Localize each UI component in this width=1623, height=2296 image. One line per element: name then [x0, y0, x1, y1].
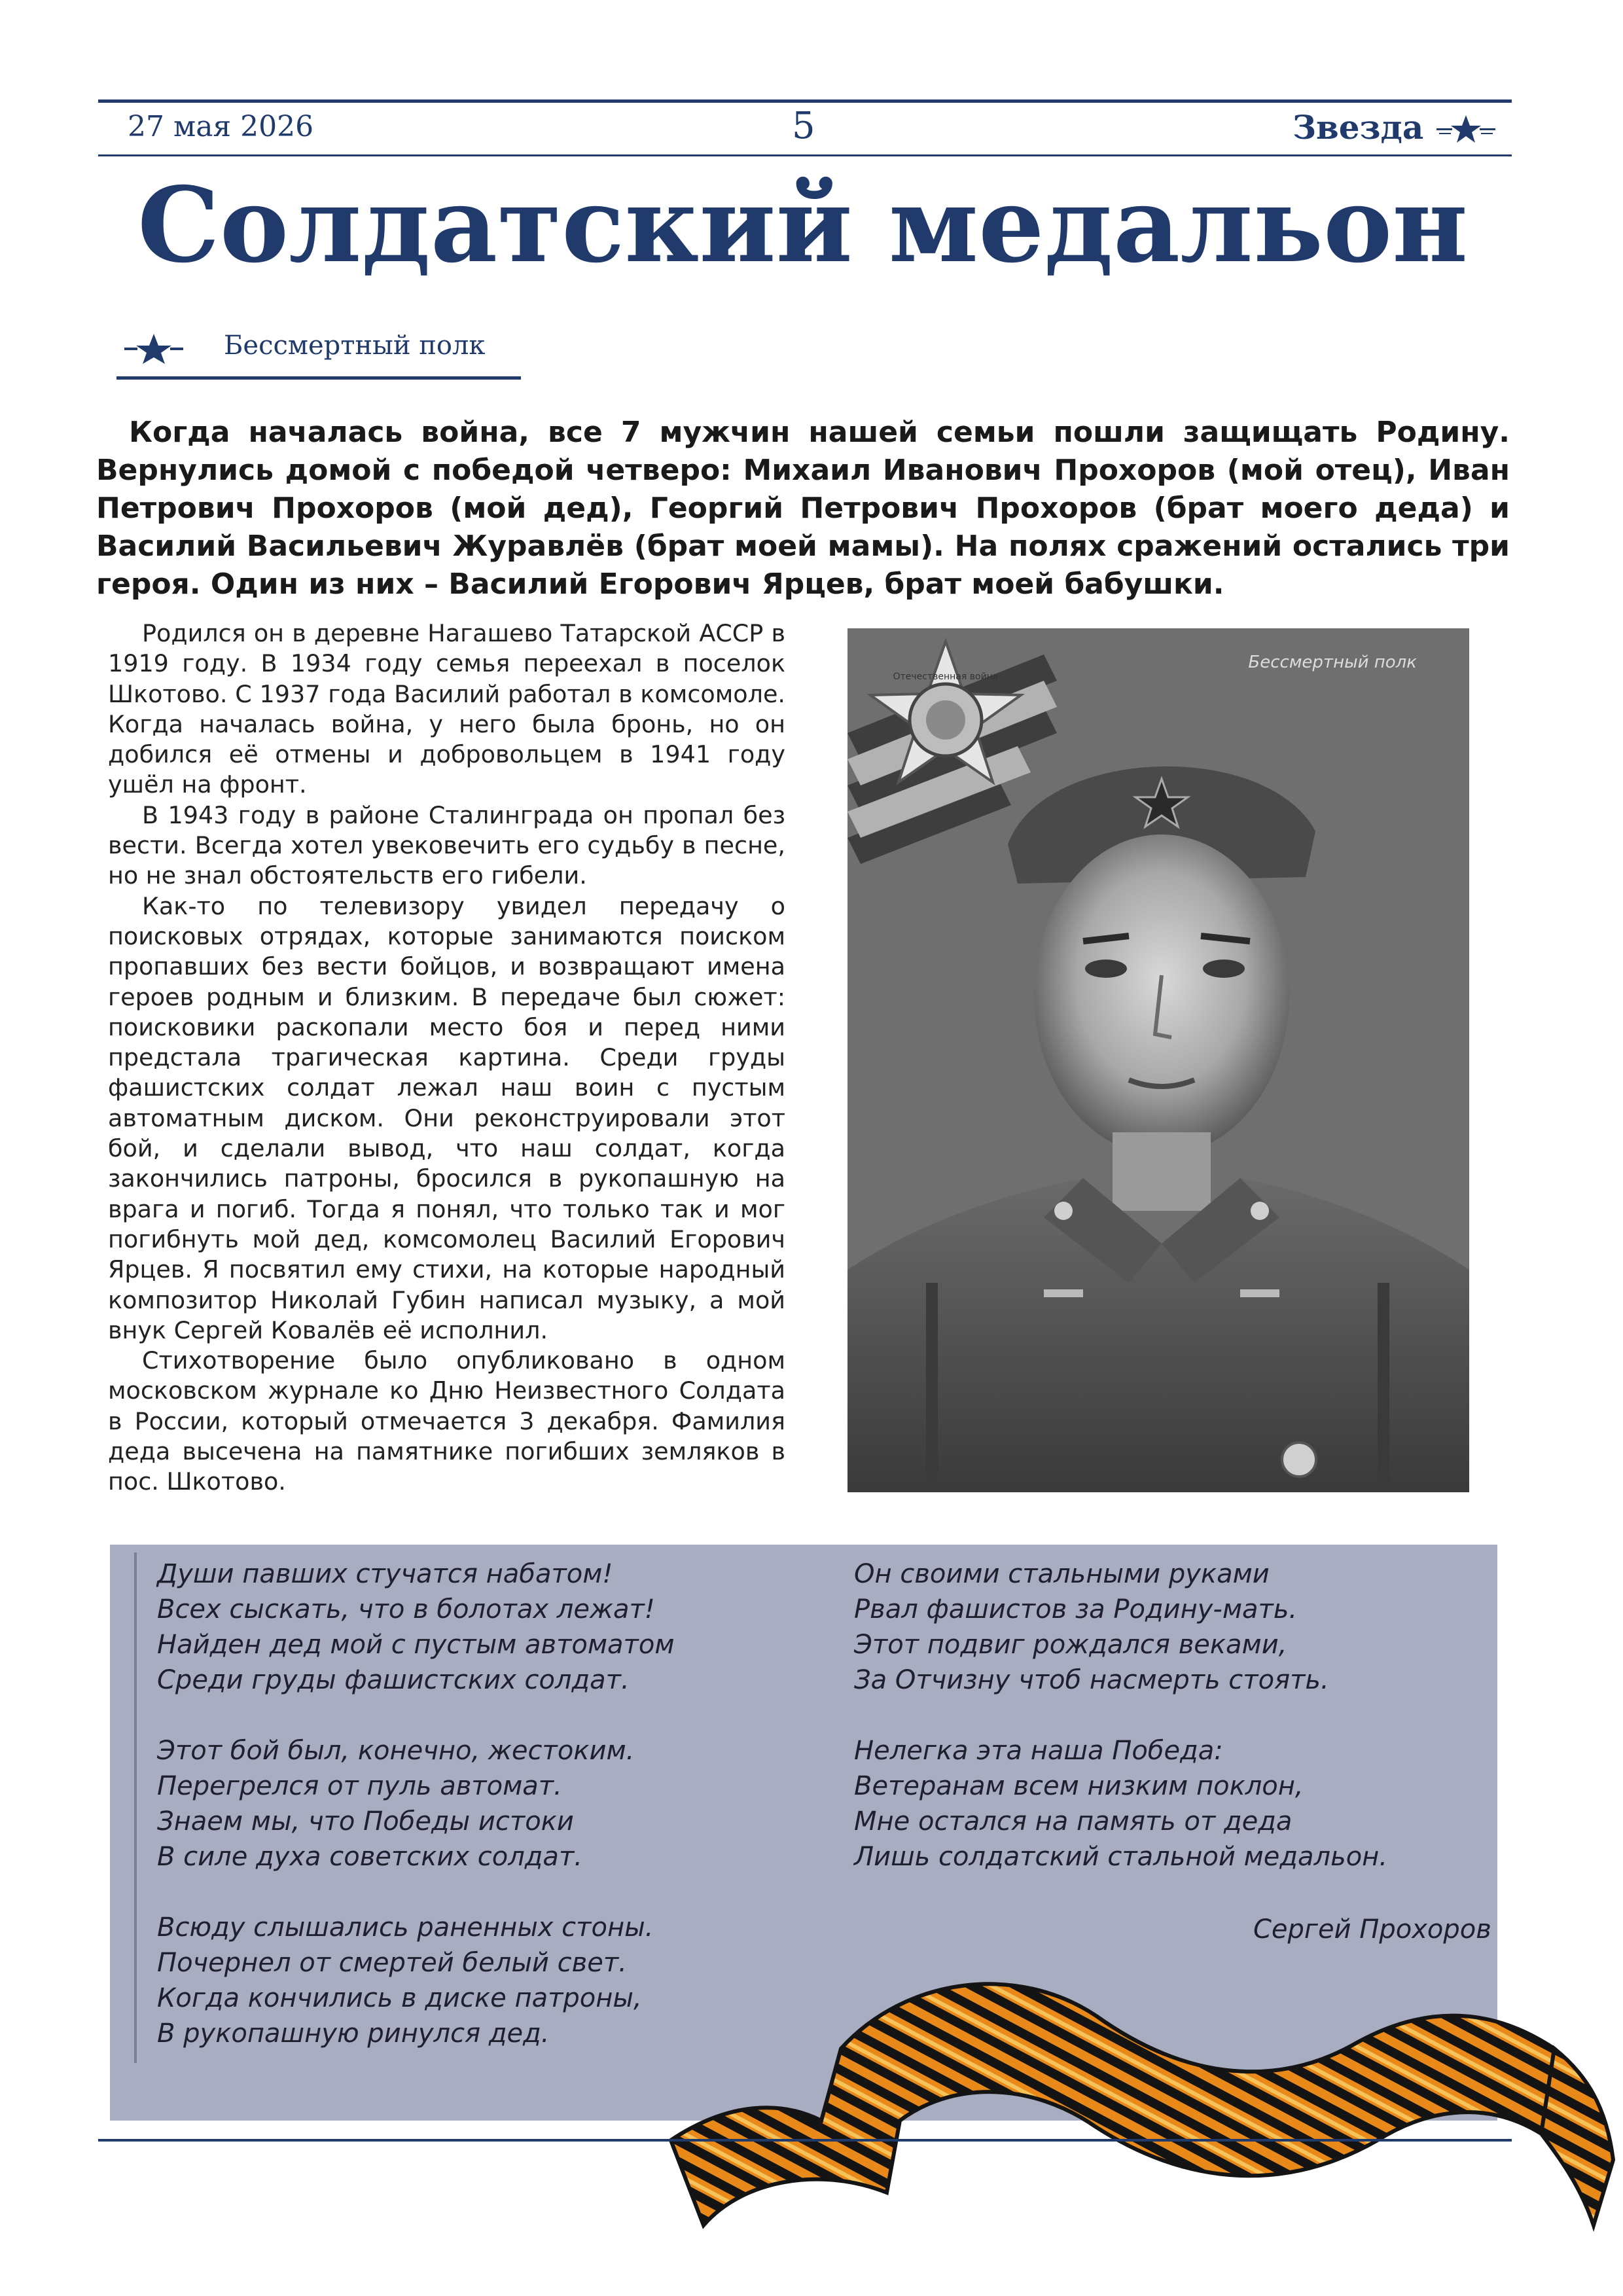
issue-date: 27 мая 2026: [128, 110, 314, 143]
page-number: 5: [792, 105, 815, 147]
poem-stanza: Души павших стучатся набатом! Всех сыскать, что в болотах лежат! Найден дед мой с пустым автоматом Среди груды фашистских солдат.: [157, 1559, 675, 1695]
svg-text:Отечественная война: Отечественная война: [893, 672, 999, 682]
article-paragraph: Стихотворение было опубликовано в одном московском журнале ко Дню Неизвестного Солдата в России, который отмечается 3 декабря. Фамилия деда высечена на памятнике погибших земляков в пос. Шкотово.: [108, 1346, 785, 1496]
footer-rule: [98, 2139, 1512, 2142]
poem-stanza: Нелегка эта наша Победа: Ветеранам всем низким поклон, Мне остался на память от деда Лишь солдатский стальной медальон.: [854, 1736, 1388, 1872]
page-title: Солдатский медальон: [137, 165, 1468, 286]
lead-paragraph: Когда началась война, все 7 мужчин нашей семьи пошли защищать Родину. Вернулись домой с победой четверо: Михаил Иванович Прохоров (мой отец), Иван Петрович Прохоров (мой дед), Георгий Петрович Прохоров (брат моего деда) и Василий Васильевич Журавлёв (брат моей мамы). На полях сражений остались три героя. Один из них – Василий Егорович Ярцев, брат моей бабушки.: [96, 416, 1510, 601]
poem-author: Сергей Прохоров: [1253, 1914, 1491, 1945]
poem-stanza: Этот бой был, конечно, жестоким. Перегрелся от пуль автомат. Знаем мы, что Победы истоки В силе духа советских солдат.: [157, 1736, 635, 1872]
portrait-illustration: [847, 628, 1469, 1492]
poem-side-rule: [134, 1552, 137, 2063]
rubric-rule: [116, 376, 521, 380]
st-george-ribbon-illustration: [625, 1885, 1623, 2291]
winged-star-icon: [1436, 113, 1495, 145]
poem-stanza: Он своими стальными руками Рвал фашистов за Родину-мать. Этот подвиг рождался веками, За Отчизну чтоб насмерть стоять.: [854, 1559, 1329, 1695]
article-paragraph: В 1943 году в районе Сталинграда он пропал без вести. Всегда хотел увековечить его судьбу в песне, но не знал обстоятельств его гибели.: [108, 800, 785, 890]
rubric-star-icon: [124, 332, 183, 365]
header-top-rule: [98, 99, 1512, 103]
article-paragraph: Как-то по телевизору увидел передачу о поисковых отрядах, которые занимаются поиском пропавших без вести бойцов, и возвращают имена героев родным и близким. В передаче был сюжет: поисковики раскопали место боя и перед ними предстала трагическая картина. Среди груды фашистских солдат лежал наш воин с пустым автоматным диском. Они реконструировали этот бой, и сделали вывод, что наш солдат, когда закончились патроны, бросился в рукопашную на врага и погиб. Тогда я понял, что только так и мог погибнуть мой дед, комсомолец Василий Егорович Ярцев. Я посвятил ему стихи, на которые народный композитор Николай Губин написал музыку, а мой внук Сергей Ковалёв её исполнил.: [108, 891, 785, 1344]
rubric-label: Бессмертный полк: [224, 331, 486, 361]
article-body: [108, 619, 785, 1498]
header-bottom-rule: [98, 154, 1512, 156]
soldier-portrait-photo: [847, 628, 1469, 1492]
svg-text:Бессмертный полк: Бессмертный полк: [1248, 653, 1417, 672]
article-paragraph: Родился он в деревне Нагашево Татарской АССР в 1919 году. В 1934 году семья переехал в поселок Шкотово. С 1937 года Василий работал в комсомоле. Когда началась война, у него была бронь, но он добился её отмены и добровольцем в 1941 году ушёл на фронт.: [108, 619, 785, 799]
poem-stanza: Всюду слышались раненных стоны. Почернел от смертей белый свет. Когда кончились в диске патроны, В рукопашную ринулся дед.: [157, 1912, 654, 2049]
paper-name: Звезда: [1293, 108, 1424, 147]
